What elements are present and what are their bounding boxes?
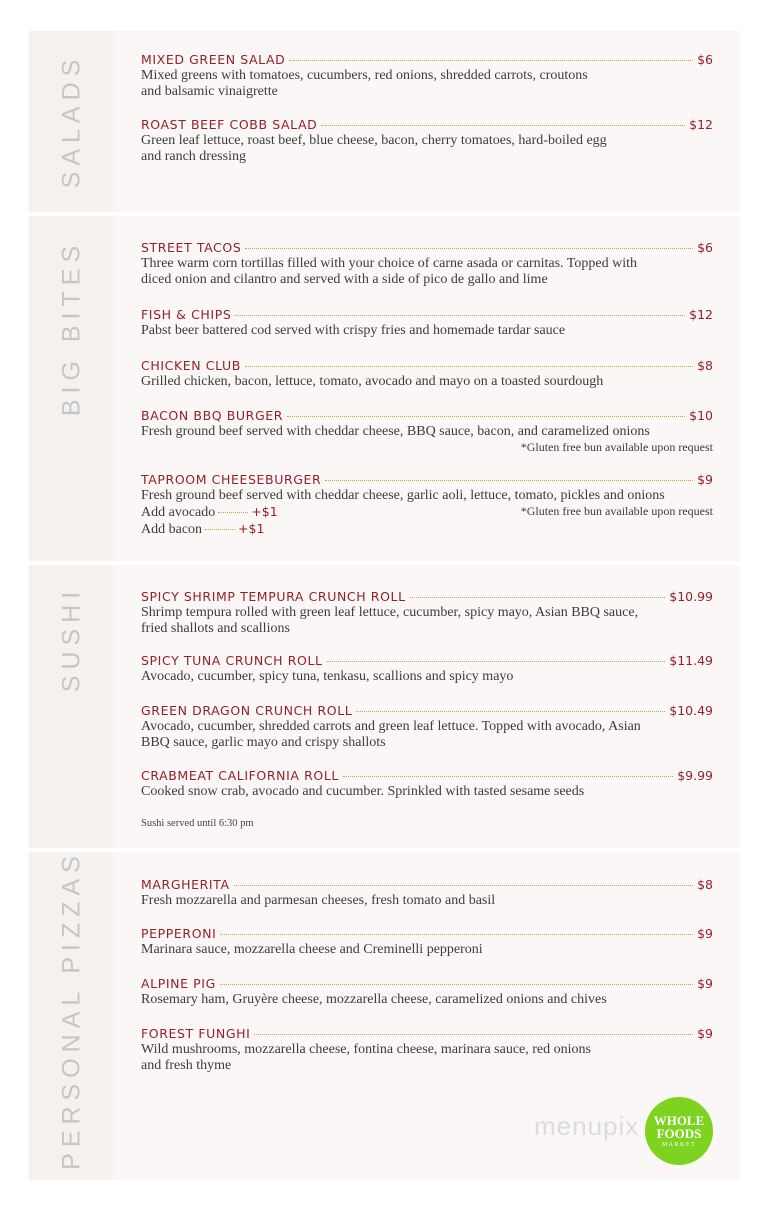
- item-description: Avocado, cucumber, shredded carrots and green leaf lettuce. Topped with avocado, Asian BBQ sauce, garlic mayo and crispy shallots: [141, 719, 641, 750]
- item-name: FOREST FUNGHI: [141, 1026, 251, 1041]
- menu-item: [141, 768, 713, 800]
- menu-item: [141, 926, 713, 958]
- item-name: SPICY TUNA CRUNCH ROLL: [141, 653, 323, 668]
- menu-item: [141, 976, 713, 1008]
- item-name: ALPINE PIG: [141, 976, 216, 991]
- addon-bacon: Add bacon +$1: [141, 521, 265, 537]
- item-price: $9: [697, 1026, 713, 1041]
- item-price: $9: [697, 976, 713, 991]
- menu-item: [141, 408, 713, 455]
- gluten-free-note: *Gluten free bun available upon request: [520, 504, 713, 518]
- item-description: Marinara sauce, mozzarella cheese and Creminelli pepperoni: [141, 942, 483, 957]
- item-name: PEPPERONI: [141, 926, 217, 941]
- item-description: Grilled chicken, bacon, lettuce, tomato, avocado and mayo on a toasted sourdough: [141, 374, 604, 389]
- item-description: Green leaf lettuce, roast beef, blue cheese, bacon, cherry tomatoes, hard-boiled egg and ranch dressing: [141, 133, 607, 164]
- item-name: CHICKEN CLUB: [141, 358, 241, 373]
- item-price: $11.49: [669, 653, 713, 668]
- item-name: CRABMEAT CALIFORNIA ROLL: [141, 768, 339, 783]
- menu-item: [141, 653, 713, 685]
- item-description: Pabst beer battered cod served with crispy fries and homemade tardar sauce: [141, 323, 566, 338]
- item-price: $6: [697, 240, 713, 255]
- item-name: STREET TACOS: [141, 240, 242, 255]
- item-description: Avocado, cucumber, spicy tuna, tenkasu, scallions and spicy mayo: [141, 669, 514, 684]
- item-price: $10.49: [669, 703, 713, 718]
- item-price: $10.99: [669, 589, 713, 604]
- item-description: Rosemary ham, Gruyère cheese, mozzarella cheese, caramelized onions and chives: [141, 992, 607, 1007]
- menupix-watermark: menupix: [534, 1111, 640, 1141]
- menu-item: [141, 472, 713, 538]
- menu-item: [141, 589, 713, 637]
- sushi-footnote: Sushi served until 6:30 pm: [141, 818, 254, 829]
- item-price: $9: [697, 472, 713, 487]
- item-name: GREEN DRAGON CRUNCH ROLL: [141, 703, 353, 718]
- item-description: Cooked snow crab, avocado and cucumber. Sprinkled with tasted sesame seeds: [141, 784, 585, 799]
- item-description: Shrimp tempura rolled with green leaf lettuce, cucumber, spicy mayo, Asian BBQ sauce, fried shallots and scallions: [141, 605, 639, 636]
- section-title: PERSONAL PIZZAS: [57, 850, 86, 1170]
- item-price: $6: [697, 52, 713, 67]
- item-description: Three warm corn tortillas filled with your choice of carne asada or carnitas. Topped with diced onion and cilantro and served with a side of pico de gallo and lime: [141, 256, 637, 287]
- item-description: Wild mushrooms, mozzarella cheese, fontina cheese, marinara sauce, red onions and fresh thyme: [141, 1042, 591, 1073]
- item-description: Mixed greens with tomatoes, cucumbers, red onions, shredded carrots, croutons and balsamic vinaigrette: [141, 68, 588, 99]
- item-price: $9: [697, 926, 713, 941]
- section-title: SUSHI: [57, 585, 86, 693]
- menu-item: [141, 52, 713, 100]
- section-title: BIG BITES: [57, 239, 86, 417]
- menu-item: [141, 703, 713, 751]
- whole-foods-logo: WHOLE FOODS MARKET: [645, 1097, 713, 1165]
- item-description: Fresh mozzarella and parmesan cheeses, fresh tomato and basil: [141, 893, 496, 908]
- item-price: $12: [689, 117, 713, 132]
- menu-item: [141, 877, 713, 909]
- menu-item: [141, 117, 713, 165]
- item-description: Fresh ground beef served with cheddar cheese, garlic aoli, lettuce, tomato, pickles and onions: [141, 488, 665, 503]
- item-price: $10: [689, 408, 713, 423]
- item-price: $12: [689, 307, 713, 322]
- menu-item: [141, 307, 713, 339]
- section-title: SALADS: [57, 53, 86, 189]
- menu-item: [141, 1026, 713, 1074]
- addon-avocado: Add avocado +$1: [141, 504, 278, 520]
- menu-item: [141, 358, 713, 390]
- item-price: $8: [697, 358, 713, 373]
- item-price: $8: [697, 877, 713, 892]
- item-price: $9.99: [677, 768, 713, 783]
- item-name: BACON BBQ BURGER: [141, 408, 284, 423]
- item-name: ROAST BEEF COBB SALAD: [141, 117, 318, 132]
- item-name: TAPROOM CHEESEBURGER: [141, 472, 322, 487]
- item-description: Fresh ground beef served with cheddar cheese, BBQ sauce, bacon, and caramelized onions: [141, 424, 650, 439]
- menu-item: [141, 240, 713, 288]
- item-name: SPICY SHRIMP TEMPURA CRUNCH ROLL: [141, 589, 406, 604]
- item-name: MARGHERITA: [141, 877, 230, 892]
- item-name: FISH & CHIPS: [141, 307, 232, 322]
- item-name: MIXED GREEN SALAD: [141, 52, 286, 67]
- gluten-free-note: *Gluten free bun available upon request: [520, 440, 713, 454]
